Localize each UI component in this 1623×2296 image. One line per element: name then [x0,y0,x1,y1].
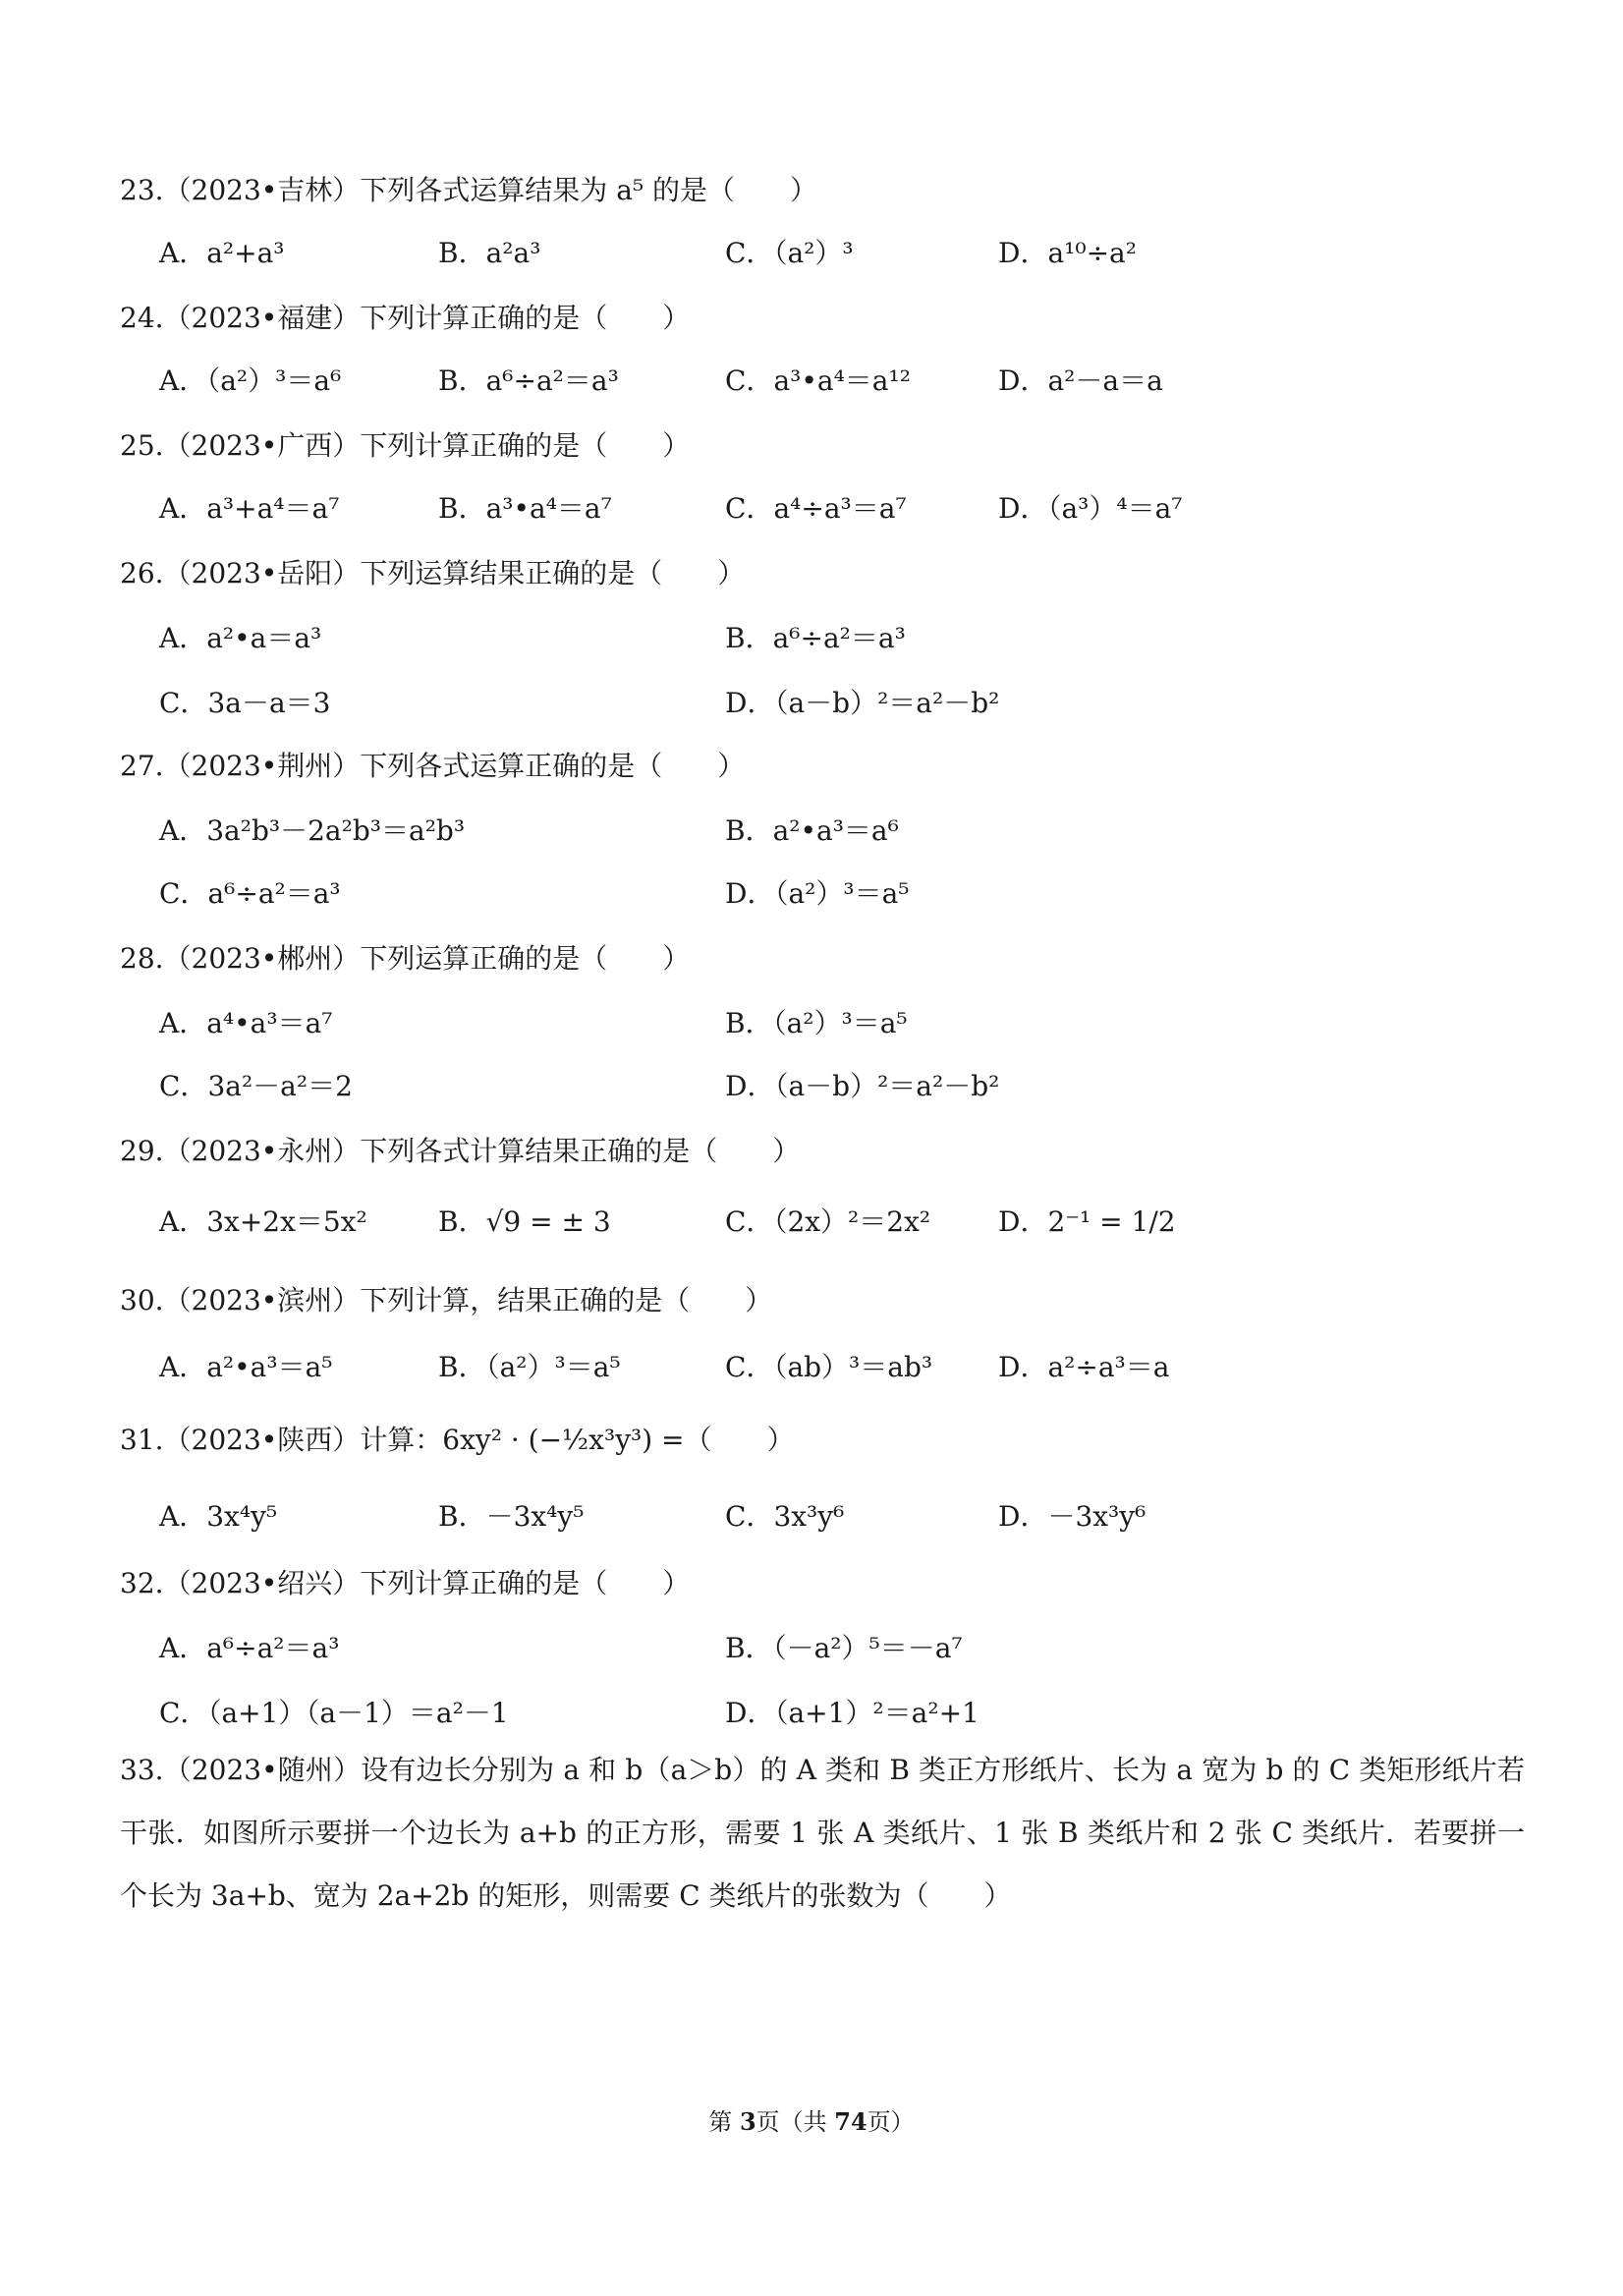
option-text: （a²）³ [773,237,854,269]
option-label: D． [998,1205,1048,1238]
option-label: D． [998,237,1048,269]
option-label: A． [159,814,207,847]
option-24-b[interactable] [438,360,619,399]
option-32-a[interactable] [159,1627,339,1666]
footer-suffix: 页） [867,2108,915,2136]
option-text: 3x⁴y⁵ [206,1500,278,1533]
option-label: B． [438,237,486,269]
option-26-d[interactable] [725,682,999,721]
option-24-d[interactable] [998,360,1163,399]
question-33: 33.（2023•随州）设有边长分别为 a 和 b（a＞b）的 A 类和 B 类正方形纸片、长为 a 宽为 b 的 C 类矩形纸片若干张．如图所示要拼一个边长为 a+b 的正方形，需要 1 张 A 类纸片、1 张 B 类纸片和 2 张 C 类纸片．若要拼一个长为 3a+b、宽为 2a+2b 的矩形，则需要 C 类纸片的张数为（ ） [120,1754,1525,1912]
option-32-c[interactable] [159,1692,509,1731]
option-label: D． [725,1070,775,1102]
option-32-b[interactable] [725,1627,963,1666]
option-text: （－a²）⁵＝－a⁷ [772,1632,963,1664]
option-label: D． [998,1351,1048,1383]
footer-middle: 页（共 [756,2108,835,2136]
option-label: C． [725,237,774,269]
option-text: a²÷a³＝a [1047,1351,1170,1383]
page-number: 3 [739,2107,756,2136]
option-25-c[interactable] [725,487,907,527]
option-25-b[interactable] [438,487,612,527]
option-text: 3a²b³－2a²b³＝a²b³ [206,814,466,847]
question-24: 24.（2023•福建）下列计算正确的是（ ） [120,302,691,334]
option-label: C． [725,492,774,525]
option-30-c[interactable] [725,1346,932,1385]
option-label: A． [159,1007,207,1039]
option-label: C． [725,1500,774,1533]
option-text: －3x⁴y⁵ [485,1500,585,1533]
option-27-a[interactable] [159,810,465,849]
option-25-d[interactable] [998,487,1183,527]
option-label: C． [159,1697,208,1729]
option-label: B． [438,1205,486,1238]
option-23-b[interactable] [438,232,540,271]
option-label: A． [159,622,207,654]
option-text: a³+a⁴＝a⁷ [206,492,340,525]
option-text: （a²）³＝a⁵ [772,1007,908,1039]
option-text: 3x³y⁶ [773,1500,845,1533]
option-text: a³•a⁴＝a⁷ [485,492,612,525]
option-24-a[interactable] [159,360,341,399]
option-26-a[interactable] [159,617,321,656]
option-label: D． [998,1500,1048,1533]
option-label: B． [725,622,773,654]
option-23-c[interactable] [725,232,854,271]
option-text: （2x）²＝2x² [773,1205,931,1238]
option-text: 3a²－a²＝2 [207,1070,353,1102]
option-text: a⁶÷a²＝a³ [772,622,906,654]
option-label: A． [159,237,207,269]
option-31-d[interactable] [998,1495,1146,1535]
option-27-b[interactable] [725,810,899,849]
option-text: （ab）³＝ab³ [773,1351,933,1383]
option-text: 3x+2x＝5x² [206,1205,367,1238]
option-28-c[interactable] [159,1065,353,1104]
option-label: B． [725,1007,773,1039]
option-text: （a+1）²＝a²+1 [774,1697,979,1729]
option-30-a[interactable] [159,1346,333,1385]
question-30: 30.（2023•滨州）下列计算，结果正确的是（ ） [120,1284,773,1316]
option-27-d[interactable] [725,872,910,912]
option-label: D． [725,877,775,910]
option-text: a⁶÷a²＝a³ [485,364,619,397]
option-label: D． [725,1697,775,1729]
option-28-b[interactable] [725,1002,908,1041]
option-28-d[interactable] [725,1065,999,1104]
question-28: 28.（2023•郴州）下列运算正确的是（ ） [120,942,691,975]
option-23-d[interactable] [998,232,1137,271]
option-text: a²a³ [485,237,541,269]
footer-prefix: 第 [708,2108,740,2136]
option-text: a⁴÷a³＝a⁷ [773,492,907,525]
option-text: （a³）⁴＝a⁷ [1047,492,1183,525]
option-29-d[interactable] [998,1201,1176,1240]
page-footer [0,2102,1623,2137]
option-label: D． [998,492,1048,525]
option-label: C． [159,877,208,910]
option-label: A． [159,1632,207,1664]
option-label: A． [159,1500,207,1533]
question-26: 26.（2023•岳阳）下列运算结果正确的是（ ） [120,557,746,589]
question-29: 29.（2023•永州）下列各式计算结果正确的是（ ） [120,1135,801,1167]
option-text: a²+a³ [206,237,285,269]
option-label: C． [725,1205,774,1238]
question-32: 32.（2023•绍兴）下列计算正确的是（ ） [120,1567,691,1599]
question-25: 25.（2023•广西）下列计算正确的是（ ） [120,429,691,462]
option-text: （a²）³＝a⁵ [485,1351,621,1383]
option-30-b[interactable] [438,1346,621,1385]
question-23: 23.（2023•吉林）下列各式运算结果为 a⁵ 的是（ ） [120,174,818,206]
option-31-c[interactable] [725,1495,844,1535]
option-text: a²－a＝a [1047,364,1163,397]
option-label: B． [725,814,773,847]
option-31-b[interactable] [438,1495,584,1535]
option-label: D． [725,687,775,719]
option-label: B． [725,1632,773,1664]
option-text: a²•a³＝a⁶ [772,814,899,847]
option-30-d[interactable] [998,1346,1169,1385]
option-label: A． [159,1205,207,1238]
option-label: B． [438,492,486,525]
option-23-a[interactable] [159,232,285,271]
option-label: A． [159,1351,207,1383]
option-text: a¹⁰÷a² [1047,237,1137,269]
option-label: B． [438,1351,486,1383]
option-label: B． [438,364,486,397]
option-text: a²•a³＝a⁵ [206,1351,333,1383]
option-27-c[interactable] [159,872,341,912]
option-text: a⁴•a³＝a⁷ [206,1007,333,1039]
option-24-c[interactable] [725,360,911,399]
option-label: A． [159,364,207,397]
option-26-b[interactable] [725,617,906,656]
option-29-c[interactable] [725,1201,930,1240]
option-text: 2⁻¹ = 1/2 [1047,1205,1176,1238]
option-label: C． [159,1070,208,1102]
option-text: a⁶÷a²＝a³ [207,877,341,910]
option-29-b[interactable] [438,1201,611,1240]
option-28-a[interactable] [159,1002,333,1041]
option-text: －3x³y⁶ [1047,1500,1147,1533]
option-text: a²•a＝a³ [206,622,322,654]
option-text: （a－b）²＝a²－b² [774,1070,1000,1102]
option-26-c[interactable] [159,682,330,721]
option-label: B． [438,1500,486,1533]
option-label: C． [159,687,208,719]
option-label: D． [998,364,1048,397]
option-text: 3a－a＝3 [207,687,331,719]
option-31-a[interactable] [159,1495,277,1535]
option-label: C． [725,364,774,397]
option-text: （a²）³＝a⁵ [774,877,910,910]
option-29-a[interactable] [159,1201,367,1240]
option-25-a[interactable] [159,487,339,527]
option-label: A． [159,492,207,525]
question-27: 27.（2023•荆州）下列各式运算正确的是（ ） [120,750,746,782]
option-text: （a+1）（a－1）＝a²－1 [207,1697,509,1729]
total-pages: 74 [834,2107,867,2136]
option-text: （a²）³＝a⁶ [206,364,342,397]
option-text: √9 = ± 3 [485,1205,611,1238]
option-text: a⁶÷a²＝a³ [206,1632,340,1664]
option-32-d[interactable] [725,1692,979,1731]
option-text: （a－b）²＝a²－b² [774,687,1000,719]
option-text: a³•a⁴＝a¹² [773,364,911,397]
question-31: 31.（2023•陕西）计算：6xy² · (−½x³y³) =（ ） [120,1424,795,1456]
option-label: C． [725,1351,774,1383]
